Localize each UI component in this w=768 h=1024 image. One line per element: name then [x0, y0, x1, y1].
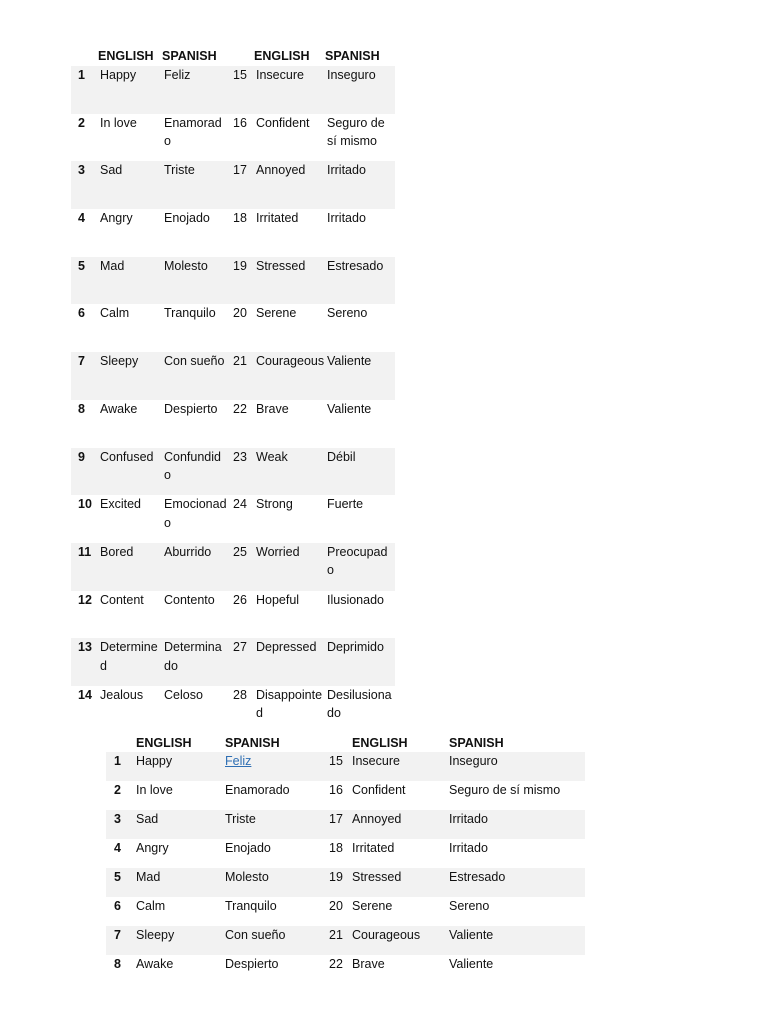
row-number: 13 — [71, 638, 98, 686]
row-number-2: 28 — [233, 687, 247, 702]
english-word-2: Worried — [254, 543, 325, 591]
spanish-word: Molesto — [162, 257, 231, 305]
row-number: 7 — [106, 926, 136, 955]
table-row — [71, 304, 395, 352]
english-word: In love — [100, 115, 137, 130]
row-number-2: 20 — [329, 899, 343, 913]
english-word-2: Strong — [256, 497, 293, 512]
row-number: 6 — [114, 899, 121, 913]
english-word-2: Courageous — [254, 352, 325, 400]
row-number-2: 22 — [233, 401, 247, 416]
spanish-word: Enamorado — [164, 115, 222, 149]
table-row — [71, 400, 395, 448]
spanish-word: Emocionado — [164, 497, 227, 530]
english-word: Angry — [100, 211, 133, 226]
english-word: Mad — [98, 257, 162, 305]
header-english: ENGLISH — [136, 736, 192, 750]
row-number-2: 17 — [322, 810, 352, 839]
row-number-2: 24 — [233, 497, 247, 512]
spanish-word-2: Valiente — [449, 926, 585, 955]
english-word-2: Stressed — [254, 257, 325, 305]
english-word-2: Depressed — [254, 638, 325, 686]
spanish-word: Celoso — [164, 687, 203, 702]
row-number-2: 19 — [322, 868, 352, 897]
spanish-word-link[interactable] — [225, 752, 322, 781]
english-word-2: Brave — [256, 401, 289, 416]
spanish-word: Triste — [225, 810, 322, 839]
english-word-2: Insecure — [352, 752, 449, 781]
spanish-word-2: Sereno — [449, 899, 490, 913]
row-number-2: 18 — [233, 211, 247, 226]
spanish-word: Contento — [164, 592, 215, 607]
spanish-word-2: Sereno — [327, 306, 368, 321]
row-number: 2 — [78, 115, 85, 130]
table-row — [71, 161, 395, 209]
row-number-2: 27 — [231, 638, 254, 686]
spanish-word-2: Deprimido — [325, 638, 395, 686]
row-number: 3 — [71, 161, 98, 209]
row-number: 3 — [106, 810, 136, 839]
english-word: Happy — [136, 752, 225, 781]
row-number: 9 — [71, 448, 98, 496]
row-number: 5 — [106, 868, 136, 897]
row-number-2: 23 — [231, 448, 254, 496]
row-number: 11 — [71, 543, 98, 591]
english-word: Bored — [98, 543, 162, 591]
header-number-2 — [322, 734, 352, 752]
english-word: Sad — [136, 810, 225, 839]
row-number: 5 — [71, 257, 98, 305]
english-word-2: Serene — [256, 306, 297, 321]
english-word-2: Annoyed — [254, 161, 325, 209]
table-row — [71, 591, 395, 639]
table-header-row — [106, 734, 585, 752]
row-number: 10 — [78, 497, 92, 512]
spanish-word: Enojado — [225, 841, 271, 855]
row-number: 1 — [71, 66, 98, 114]
spanish-word: Despierto — [225, 957, 279, 971]
table-row — [71, 209, 395, 257]
spanish-word-2: Estresado — [449, 868, 585, 897]
english-word: Angry — [136, 841, 169, 855]
english-word-2: Annoyed — [352, 810, 449, 839]
spanish-word-2: Desilusionado — [327, 687, 392, 721]
spanish-word-2: Preocupado — [325, 543, 395, 591]
row-number: 1 — [106, 752, 136, 781]
table-row — [106, 752, 585, 781]
header-spanish-2: SPANISH — [325, 49, 380, 63]
spanish-word: Enojado — [164, 211, 210, 226]
spanish-word-2: Seguro de sí mismo — [327, 115, 385, 149]
spanish-word-2: Seguro de sí mismo — [449, 783, 561, 797]
row-number-2: 26 — [233, 592, 247, 607]
english-word: Calm — [100, 306, 130, 321]
table-header-row — [71, 47, 395, 66]
spanish-word: Tranquilo — [225, 899, 277, 913]
english-word: Sleepy — [136, 926, 225, 955]
spanish-word-2: Inseguro — [449, 752, 585, 781]
spanish-word-2: Irritado — [449, 810, 585, 839]
english-word-2: Hopeful — [256, 592, 300, 607]
english-word: In love — [136, 783, 173, 797]
spanish-word: Aburrido — [162, 543, 231, 591]
row-number: 4 — [114, 841, 121, 855]
table-row — [71, 448, 395, 496]
english-word-2: Confident — [256, 115, 310, 130]
row-number-2: 16 — [329, 783, 343, 797]
row-number-2: 17 — [231, 161, 254, 209]
spanish-word-2: Valiente — [327, 401, 372, 416]
header-spanish: SPANISH — [162, 49, 217, 63]
spanish-word: Feliz — [162, 66, 231, 114]
row-number-2: 25 — [231, 543, 254, 591]
vocabulary-table-wide — [106, 734, 585, 984]
row-number-2: 21 — [231, 352, 254, 400]
english-word: Sad — [98, 161, 162, 209]
english-word-2: Courageous — [352, 926, 449, 955]
english-word-2: Disappointed — [256, 687, 323, 721]
english-word-2: Confident — [352, 783, 406, 797]
feliz-link[interactable]: Feliz — [225, 754, 252, 768]
row-number: 8 — [78, 401, 85, 416]
row-number-2: 18 — [329, 841, 343, 855]
row-number-2: 16 — [233, 115, 247, 130]
table-row — [106, 955, 585, 984]
english-word-2: Weak — [254, 448, 325, 496]
header-spanish-2: SPANISH — [449, 736, 504, 750]
header-number — [106, 734, 136, 752]
table-row — [106, 839, 585, 868]
spanish-word: Confundido — [162, 448, 231, 496]
table-row — [71, 257, 395, 305]
spanish-word-2: Valiente — [325, 352, 395, 400]
row-number: 7 — [71, 352, 98, 400]
english-word: Mad — [136, 868, 225, 897]
spanish-word: Despierto — [164, 401, 218, 416]
row-number: 2 — [114, 783, 121, 797]
row-number-2: 15 — [231, 66, 254, 114]
header-english-2: ENGLISH — [352, 736, 408, 750]
header-number — [71, 47, 98, 66]
english-word: Awake — [136, 957, 174, 971]
row-number: 8 — [114, 957, 121, 971]
row-number-2: 15 — [322, 752, 352, 781]
header-english-2: ENGLISH — [254, 49, 310, 63]
table-row — [71, 114, 395, 162]
row-number: 12 — [78, 592, 92, 607]
header-number-2 — [231, 47, 254, 66]
english-word-2: Insecure — [254, 66, 325, 114]
row-number-2: 22 — [329, 957, 343, 971]
spanish-word-2: Débil — [325, 448, 395, 496]
table-row — [106, 897, 585, 926]
spanish-word-2: Estresado — [325, 257, 395, 305]
row-number: 14 — [78, 687, 92, 702]
table-row — [71, 686, 395, 734]
english-word: Confused — [98, 448, 162, 496]
row-number-2: 21 — [322, 926, 352, 955]
spanish-word: Enamorado — [225, 783, 290, 797]
english-word-2: Stressed — [352, 868, 449, 897]
table-row — [71, 352, 395, 400]
spanish-word: Triste — [162, 161, 231, 209]
header-spanish: SPANISH — [225, 736, 280, 750]
spanish-word: Con sueño — [225, 926, 322, 955]
english-word: Excited — [100, 497, 141, 512]
spanish-word-2: Fuerte — [327, 497, 364, 512]
english-word: Sleepy — [98, 352, 162, 400]
english-word: Content — [100, 592, 144, 607]
spanish-word-2: Valiente — [449, 957, 494, 971]
english-word-2: Irritated — [256, 211, 299, 226]
english-word: Determined — [98, 638, 162, 686]
spanish-word: Tranquilo — [164, 306, 216, 321]
row-number: 6 — [78, 306, 85, 321]
english-word-2: Irritated — [352, 841, 395, 855]
table-row — [106, 781, 585, 810]
table-row — [71, 495, 395, 543]
spanish-word-2: Inseguro — [325, 66, 395, 114]
spanish-word-2: Irritado — [325, 161, 395, 209]
spanish-word: Molesto — [225, 868, 322, 897]
english-word: Happy — [98, 66, 162, 114]
header-english: ENGLISH — [98, 49, 154, 63]
table-row — [106, 810, 585, 839]
vocabulary-table-narrow — [71, 47, 395, 734]
table-row — [106, 868, 585, 897]
english-word: Awake — [100, 401, 138, 416]
row-number-2: 19 — [231, 257, 254, 305]
english-word-2: Brave — [352, 957, 385, 971]
row-number: 4 — [78, 211, 85, 226]
spanish-word-2: Ilusionado — [327, 592, 384, 607]
english-word: Jealous — [100, 687, 144, 702]
spanish-word: Con sueño — [162, 352, 231, 400]
table-row — [71, 543, 395, 591]
english-word-2: Serene — [352, 899, 393, 913]
table-row — [71, 66, 395, 114]
table-row — [71, 638, 395, 686]
english-word: Calm — [136, 899, 166, 913]
table-row — [106, 926, 585, 955]
spanish-word: Determinado — [162, 638, 231, 686]
spanish-word-2: Irritado — [449, 841, 488, 855]
row-number-2: 20 — [233, 306, 247, 321]
spanish-word-2: Irritado — [327, 211, 366, 226]
